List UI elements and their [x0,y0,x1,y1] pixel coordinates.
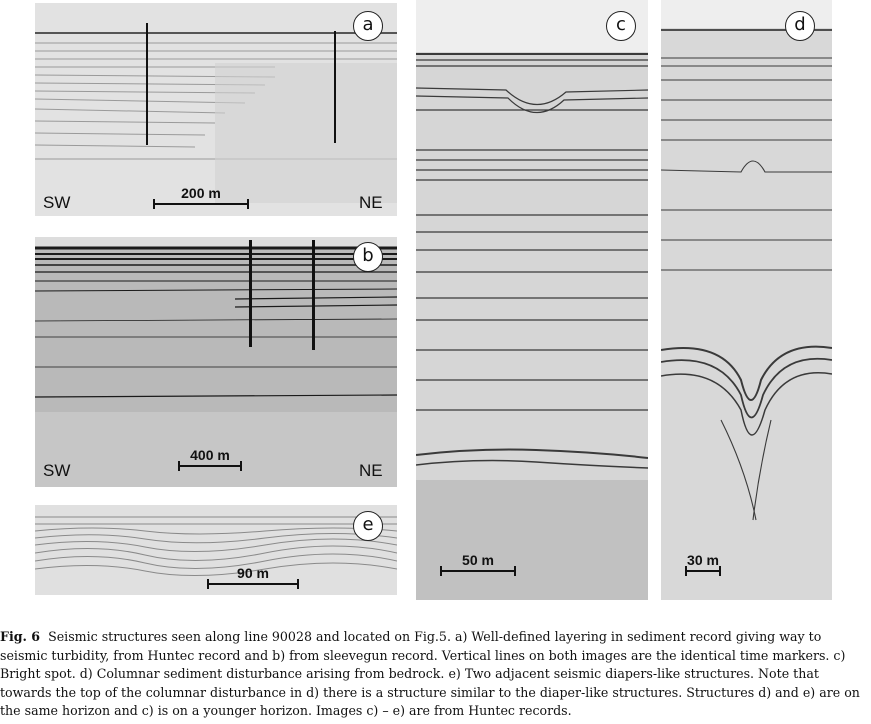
direction-sw-a: SW [43,193,71,212]
direction-ne-a: NE [359,193,383,212]
scale-line-e [207,583,299,585]
seismic-image-d [661,0,832,600]
figure-caption [0,628,866,721]
caption-text: Seismic structures seen along line 90028 and located on Fig.5. a) Well-defined layering in sediment record giving way to seismic turbidity, from Huntec record and b) from sleevegun record. Vertical lines on both images are the identical time markers. c) Bright spot. d) Columnar sediment disturbance arising from bedrock. e) Two adjacent seismic diapers-like structures. Note that towards the top of the columnar disturbance in d) there is a structure similar to the diaper-like structures. Structures d) and e) are on the same horizon and c) is on a younger horizon. Images c) – e) are from Huntec records. [0,629,860,719]
seismic-panel-a [35,3,397,216]
panel-label-b: b [353,242,383,272]
seismic-panel-c [416,0,648,600]
panel-label-e: e [353,511,383,541]
scale-label-a: 200 m [181,185,221,201]
figure-label: Fig. 6 [0,629,41,644]
direction-sw-b: SW [43,461,71,480]
scale-label-c: 50 m [462,552,494,568]
scale-bar-d [685,552,721,572]
scale-bar-c [440,552,516,572]
seismic-panel-b [35,237,397,487]
scale-line-d [685,570,721,572]
scale-bar-a [153,185,249,205]
time-marker-a2 [334,31,336,143]
scale-label-d: 30 m [687,552,719,568]
panel-label-a: a [353,11,383,41]
scale-line-a [153,203,249,205]
seismic-panel-e [35,505,397,595]
scale-bar-e [207,565,299,585]
scale-label-b: 400 m [190,447,230,463]
scale-line-b [178,465,242,467]
time-marker-a1 [146,23,148,145]
scale-line-c [440,570,516,572]
panel-label-d: d [785,11,815,41]
time-marker-b1 [249,240,252,347]
time-marker-b2 [312,240,315,350]
scale-bar-b [178,447,242,467]
panel-label-c: c [606,11,636,41]
seismic-image-c [416,0,648,600]
scale-label-e: 90 m [237,565,269,581]
seismic-panel-d [661,0,832,600]
direction-ne-b: NE [359,461,383,480]
